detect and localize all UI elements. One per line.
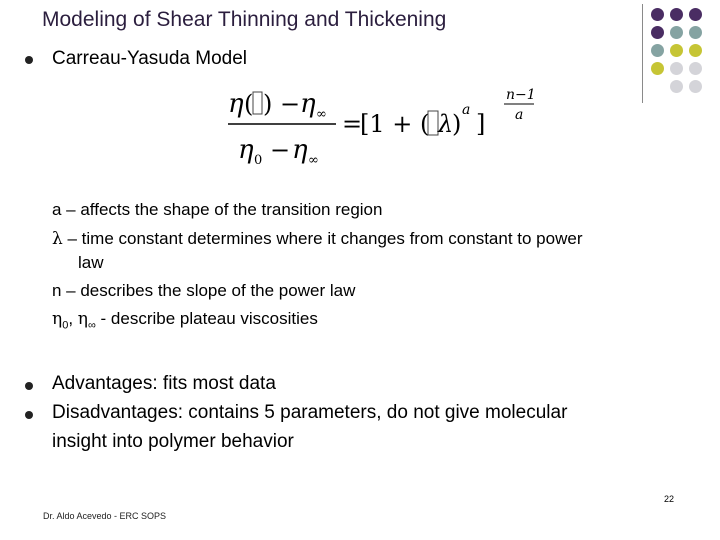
- lambda-text: – time constant determines where it changes from constant to power: [62, 229, 583, 248]
- eq-lambda: λ: [438, 110, 454, 138]
- eq-exp-denominator: a: [515, 107, 524, 123]
- eta-symbol: η: [52, 309, 63, 329]
- bullet-point: [25, 56, 33, 64]
- dot: [651, 44, 664, 57]
- dot: [670, 80, 683, 93]
- definition-lambda-cont: law: [78, 253, 104, 272]
- definition-lambda: [52, 229, 583, 249]
- eq-minus-top: −: [280, 90, 301, 118]
- dot: [689, 8, 702, 21]
- slide-number: 22: [664, 494, 675, 504]
- lambda-symbol: λ: [52, 229, 63, 249]
- eta-inf-symbol: η: [77, 309, 88, 329]
- carreau-yasuda-equation: [224, 82, 544, 172]
- definition-eta: [52, 309, 318, 331]
- bullet-disadvantages-cont: insight into polymer behavior: [52, 431, 294, 452]
- dot: [651, 26, 664, 39]
- dot: [689, 62, 702, 75]
- eq-sub-zero: 0: [254, 153, 263, 168]
- dot: [651, 62, 664, 75]
- eq-eta-inf-bottom: η: [292, 135, 308, 165]
- eq-eta: η: [228, 89, 244, 119]
- definition-a: a – affects the shape of the transition region: [52, 200, 383, 219]
- dot: [689, 26, 702, 39]
- eq-equals: =: [342, 110, 363, 138]
- decorative-divider: [642, 4, 643, 103]
- decorative-dot-grid: [651, 8, 720, 96]
- eq-paren-close-right: ): [452, 110, 462, 138]
- eq-placeholder-box: [253, 92, 262, 114]
- dot: [651, 8, 664, 21]
- eq-exp-numerator: n−1: [506, 87, 536, 103]
- dot: [670, 44, 683, 57]
- eq-bracket-open: [1 + (: [360, 110, 430, 138]
- definition-n: n – describes the slope of the power law: [52, 281, 356, 300]
- eq-exponent-a: a: [462, 102, 471, 118]
- bullet-advantages: Advantages: fits most data: [52, 373, 276, 394]
- slide-title: Modeling of Shear Thinning and Thickening: [42, 8, 447, 31]
- eq-paren-open: (: [244, 90, 254, 118]
- dot: [670, 62, 683, 75]
- bullet-point: [25, 382, 33, 390]
- footer-author: Dr. Aldo Acevedo - ERC SOPS: [43, 511, 167, 521]
- eta-sub-inf: ∞: [87, 319, 96, 332]
- bullet-model: Carreau-Yasuda Model: [52, 48, 248, 69]
- bullet-point: [25, 411, 33, 419]
- eq-eta-inf: η: [300, 89, 316, 119]
- eq-bracket-close: ]: [476, 110, 486, 138]
- eta-text: - describe plateau viscosities: [100, 309, 318, 328]
- eq-sub-inf-bottom: ∞: [308, 153, 319, 168]
- dot: [689, 44, 702, 57]
- bullet-disadvantages: Disadvantages: contains 5 parameters, do not give molecular: [52, 402, 568, 423]
- eq-sub-inf: ∞: [316, 107, 327, 122]
- eta-comma: ,: [68, 309, 74, 328]
- dot: [689, 80, 702, 93]
- eq-eta-zero: η: [238, 135, 254, 165]
- eta-sub-zero: 0: [62, 319, 69, 332]
- eq-placeholder-box: [428, 111, 438, 135]
- eq-minus-bottom: −: [270, 136, 291, 164]
- eq-paren-close: ): [263, 90, 273, 118]
- dot: [670, 26, 683, 39]
- dot: [670, 8, 683, 21]
